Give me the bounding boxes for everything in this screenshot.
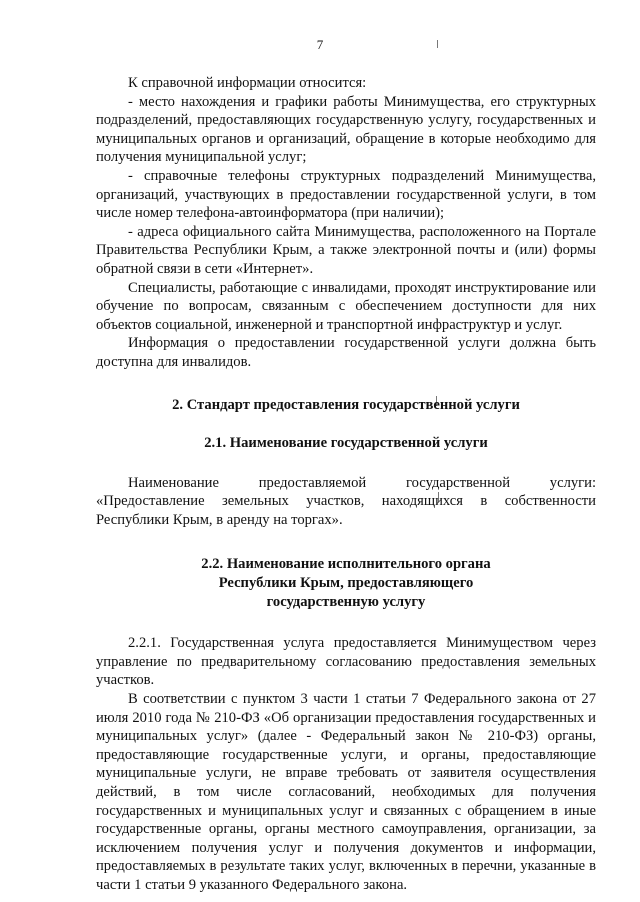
heading-line: Республики Крым, предоставляющего — [218, 575, 474, 592]
heading-line: государственную услугу — [266, 593, 426, 610]
info-item-location: - место нахождения и графики работы Минимущества, его структурных подразделений, предоставляющих государственную услугу, государственных и муниципальных органов и организаций, обращение в которые необходимо для получения муниципальной услуг; — [96, 93, 596, 166]
disability-specialists-paragraph: Специалисты, работающие с инвалидами, проходят инструктирование или обучение по вопросам, связанным с обеспечением доступности для них объектов социальной, инженерной и транспортной инфраструктур и услуг. — [96, 279, 596, 333]
service-name-paragraph: Наименование предоставляемой государственной услуги: «Предоставление земельных участков, находящихся в собственности Республики Крым, в аренду на торгах». — [96, 474, 596, 528]
disability-access-paragraph: Информация о предоставлении государственной услуги должна быть доступна для инвалидов. — [96, 335, 596, 370]
section-heading-executive-body — [96, 555, 596, 611]
info-intro: К справочной информации относится: — [128, 75, 367, 91]
info-item-website: - адреса официального сайта Минимущества, расположенного на Портале Правительства Республики Крым, а также электронной почты и (или) формы обратной связи в сети «Интернет». — [96, 223, 596, 277]
section-heading-standard: 2. Стандарт предоставления государственной услуги — [172, 396, 520, 413]
section-heading-service-name: 2.1. Наименование государственной услуги — [204, 435, 488, 452]
federal-law-paragraph: В соответствии с пунктом 3 части 1 статьи 7 Федерального закона от 27 июля 2010 года № 210-ФЗ «Об организации предоставления государственных и муниципальных услуг» (далее - Федеральный закон № 210-ФЗ) органы, предоставляющие государственные услуги, и органы, предоставляющие муниципальные услуги, не вправе требовать от заявителя осуществления действий, в том числе согласований, необходимых для получения государственных и муниципальных услуг и связанных с обращением в иные государственные органы, органы местного самоуправления, организации, за исключением получения услуг и получения документов и информации, предоставляемых в результате таких услуг, включенных в перечни, указанные в части 1 статьи 9 указанного Федерального закона. — [96, 691, 596, 893]
document-body — [96, 74, 596, 895]
page-number: 7 — [316, 37, 324, 52]
heading-line: 2.2. Наименование исполнительного органа — [201, 556, 491, 573]
info-item-phones: - справочные телефоны структурных подразделений Минимущества, организаций, участвующих в предоставлении государственной услуги, в том числе номер телефона-автоинформатора (при наличии); — [96, 167, 596, 222]
clause-2-2-1: 2.2.1. Государственная услуга предоставляется Минимуществом через управление по предварительному согласованию предоставления земельных участков. — [96, 635, 596, 689]
scan-artifact — [437, 40, 438, 48]
